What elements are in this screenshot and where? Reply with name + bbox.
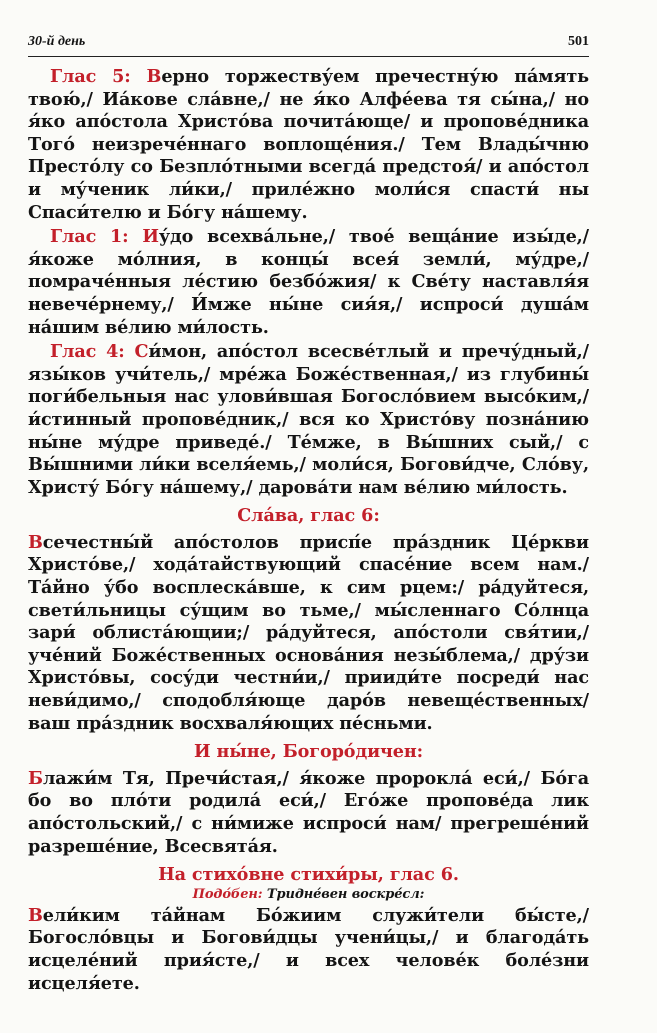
initial-letter: В bbox=[28, 904, 43, 926]
stanza-glas-4 bbox=[28, 341, 589, 499]
stanza-label: Глас 4: bbox=[50, 341, 125, 363]
stanza-text: ели́ким та́йнам Бо́жиим служи́тели бы́сте,/ Богосло́вцы и Богови́дцы учени́цы,/ и благода́ть исцеле́ний прия́сте,/ и всех челове́к боле́зни исцеля́ете. bbox=[28, 904, 589, 994]
stanza-bogorodichen bbox=[28, 768, 589, 858]
stanza-text: ерно торжеству́ем пречестну́ю па́мять твою́,/ Иа́кове сла́вне,/ не я́ко Алфе́ева тя сы́на,/ но я́ко апо́стола Христо́ва почита́юще/ и пропове́дника Того́ неизрече́ннаго воплоще́ния./ Тем Влады́чню Престо́лу со Безпло́тными всегда́ предстоя́/ и апо́стол и му́ченик ли́ки,/ приле́жно моли́ся спасти́ ны Спаси́телю и Бо́гу на́шему. bbox=[28, 66, 590, 223]
stanza-label: Глас 1: bbox=[50, 226, 129, 248]
stanza-text: лажи́м Тя, Пречи́стая,/ я́коже пророкла́ еси́,/ Бо́га бо во пло́ти родила́ еси́,/ Его́же пропове́да лик апо́стольский,/ с ни́миже испроси́ нам/ прегреше́ний разреше́ние, Всесвята́я. bbox=[28, 767, 589, 857]
stanza-glas-5 bbox=[28, 66, 589, 224]
page-number: 501 bbox=[568, 34, 589, 49]
stikhovne-heading: На стихо́вне стихи́ры, глас 6. bbox=[158, 864, 459, 886]
initial-letter: В bbox=[28, 531, 43, 553]
stanza-label: Глас 5: bbox=[50, 66, 131, 87]
initial-letter: С bbox=[134, 341, 149, 363]
stanza-text: сечестны́й апо́столов присп́е пра́здник Це́ркви Христо́ве,/ хода́тайствующий спасе́ние всем нам./ Та́йно у́бо восплеска́вше, к сим рцем:/ ра́дуйтеся, свети́льницы су́щим во тьме,/ мы́сленнаго Со́лнца зари́ облиста́ющии;/ ра́дуйтеся, апо́столи свя́тии,/ уче́ний Боже́ственных основа́ния незы́блема,/ дру́зи Христо́вы, сосу́ди честни́и,/ прииди́те посреди́ нас неви́димо,/ сподобля́юще даро́в невеще́ственных/ ваш пра́здник восхваля́ющих пе́сньми. bbox=[28, 531, 589, 734]
podoben-text: Тридне́вен воскре́сл: bbox=[266, 886, 425, 902]
running-head-day: 30-й день bbox=[28, 34, 86, 49]
initial-letter: В bbox=[146, 66, 162, 87]
page-body bbox=[28, 66, 589, 997]
nyne-heading: И ны́не, Богоро́дичен: bbox=[193, 741, 424, 763]
stanza-stikhira bbox=[28, 905, 589, 995]
initial-letter: И bbox=[142, 226, 159, 248]
page-header bbox=[28, 30, 589, 57]
stanza-glas-1 bbox=[28, 226, 589, 339]
stanza-text: и́мон, апо́стол всесве́тлый и пречу́дный,/ язы́ков учи́тель,/ мре́жа Боже́ственная,/ из глубины́ поги́бельныя нас улови́вшая Богосло́вием высо́ким,/ и́стинный пропове́дник,/ вся ко Христо́ву позна́нию ны́не му́дре приведе́./ Те́мже, в Вы́шних сый,/ с Вы́шними ли́ки вселя́емь,/ моли́ся, Богови́дче, Сло́ву, Христу́ Бо́гу на́шему,/ дарова́ти нам ве́лию ми́лость. bbox=[28, 341, 590, 498]
podoben-label: Подо́бен: bbox=[192, 886, 263, 902]
stanza-slava bbox=[28, 532, 589, 735]
initial-letter: Б bbox=[28, 767, 43, 789]
slava-heading: Сла́ва, глас 6: bbox=[237, 505, 380, 527]
stanza-text: у́до всехва́льне,/ твое́ веща́ние изы́де,/ я́коже мо́лния, в концы́ всея́ земли́, му́дре,/ помраче́нныя ле́стию безбо́жия/ к Све́ту наставля́я невече́рнему,/ И́мже ны́не сия́я,/ испроси́ душа́м на́шим ве́лию ми́лость. bbox=[28, 226, 590, 338]
podoben-line bbox=[28, 887, 589, 903]
